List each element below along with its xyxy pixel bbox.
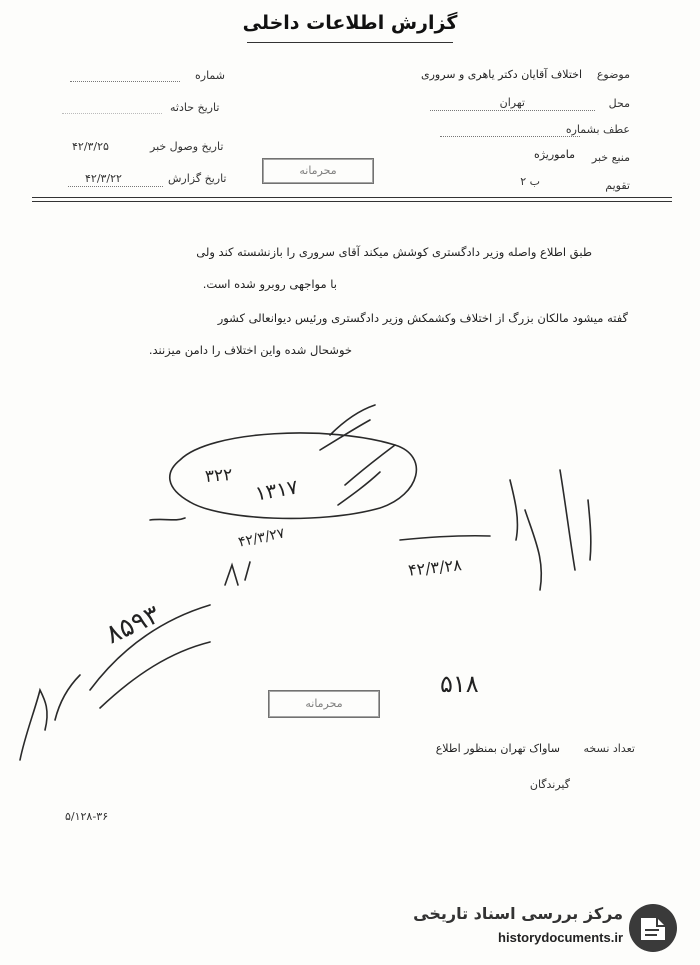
org-logo-icon bbox=[627, 902, 679, 954]
report-date-value: ۴۲/۳/۲۲ bbox=[85, 172, 122, 185]
event-date-dots bbox=[62, 112, 162, 114]
copies-label: تعداد نسخه bbox=[583, 742, 635, 755]
page-title: گزارش اطلاعات داخلی bbox=[242, 12, 458, 34]
title-underline bbox=[247, 42, 453, 43]
received-date-label: تاریخ وصول خبر bbox=[150, 140, 224, 153]
number-dots bbox=[70, 80, 180, 82]
evaluation-label: تقویم bbox=[605, 179, 630, 192]
event-date-label: تاریخ حادثه bbox=[170, 101, 220, 114]
website-link[interactable]: historydocuments.ir bbox=[498, 930, 623, 945]
report-date-label: تاریخ گزارش bbox=[168, 172, 227, 185]
followup-dots bbox=[440, 135, 580, 137]
confidential-stamp-bottom: محرمانه bbox=[268, 690, 380, 718]
source-value: ماموریژه bbox=[533, 148, 575, 161]
recipients-label: گیرندگان bbox=[529, 778, 570, 791]
handwritten-date-a: ۴۲/۳/۲۷ bbox=[236, 525, 287, 551]
org-name: مرکز بررسی اسناد تاریخی bbox=[413, 904, 623, 923]
copies-value: ساواک تهران بمنظور اطلاع bbox=[435, 742, 560, 755]
received-date-value: ۴۲/۳/۲۵ bbox=[72, 140, 109, 153]
evaluation-value: ب ۲ bbox=[520, 175, 540, 188]
confidential-stamp-top: محرمانه bbox=[262, 158, 374, 184]
body-line-3: گفته میشود مالکان بزرگ از اختلاف وکشمکش وزیر دادگستری ورئیس دیوانعالی کشور bbox=[217, 311, 628, 325]
followup-label: عطف بشماره bbox=[565, 123, 630, 136]
source-label: منبع خبر bbox=[591, 151, 630, 164]
handwritten-date-b: ۴۲/۳/۲۸ bbox=[407, 555, 463, 580]
body-line-2: با مواجهی روبرو شده است. bbox=[202, 277, 337, 291]
report-date-dots bbox=[68, 185, 163, 187]
body-line-4: خوشحال شده واین اختلاف را دامن میزنند. bbox=[148, 343, 352, 357]
location-dots bbox=[430, 109, 595, 111]
circle-number-1: ۳۲۲ bbox=[204, 465, 234, 487]
footer-watermark bbox=[415, 898, 685, 958]
subject-value: اختلاف آقایان دکتر یاهری و سروری bbox=[420, 68, 582, 81]
circle-number-2: ۱۳۱۷ bbox=[253, 474, 300, 506]
location-value: تهران bbox=[497, 96, 528, 109]
number-label: شماره bbox=[195, 69, 226, 82]
handwritten-page-number: ۵۱۸ bbox=[440, 670, 479, 698]
archive-code: ۵/۱۲۸-۳۶ bbox=[65, 810, 109, 823]
location-label: محل bbox=[608, 97, 630, 110]
body-line-1: طبق اطلاع واصله وزیر دادگستری کوشش میکند آقای سروری را بازنشسته کند ولی bbox=[196, 245, 592, 259]
handwritten-code-number: ۸۵۹۳ bbox=[101, 599, 165, 651]
subject-label: موضوع bbox=[596, 68, 630, 81]
header-separator bbox=[32, 197, 672, 198]
header-separator-thin bbox=[32, 201, 672, 202]
